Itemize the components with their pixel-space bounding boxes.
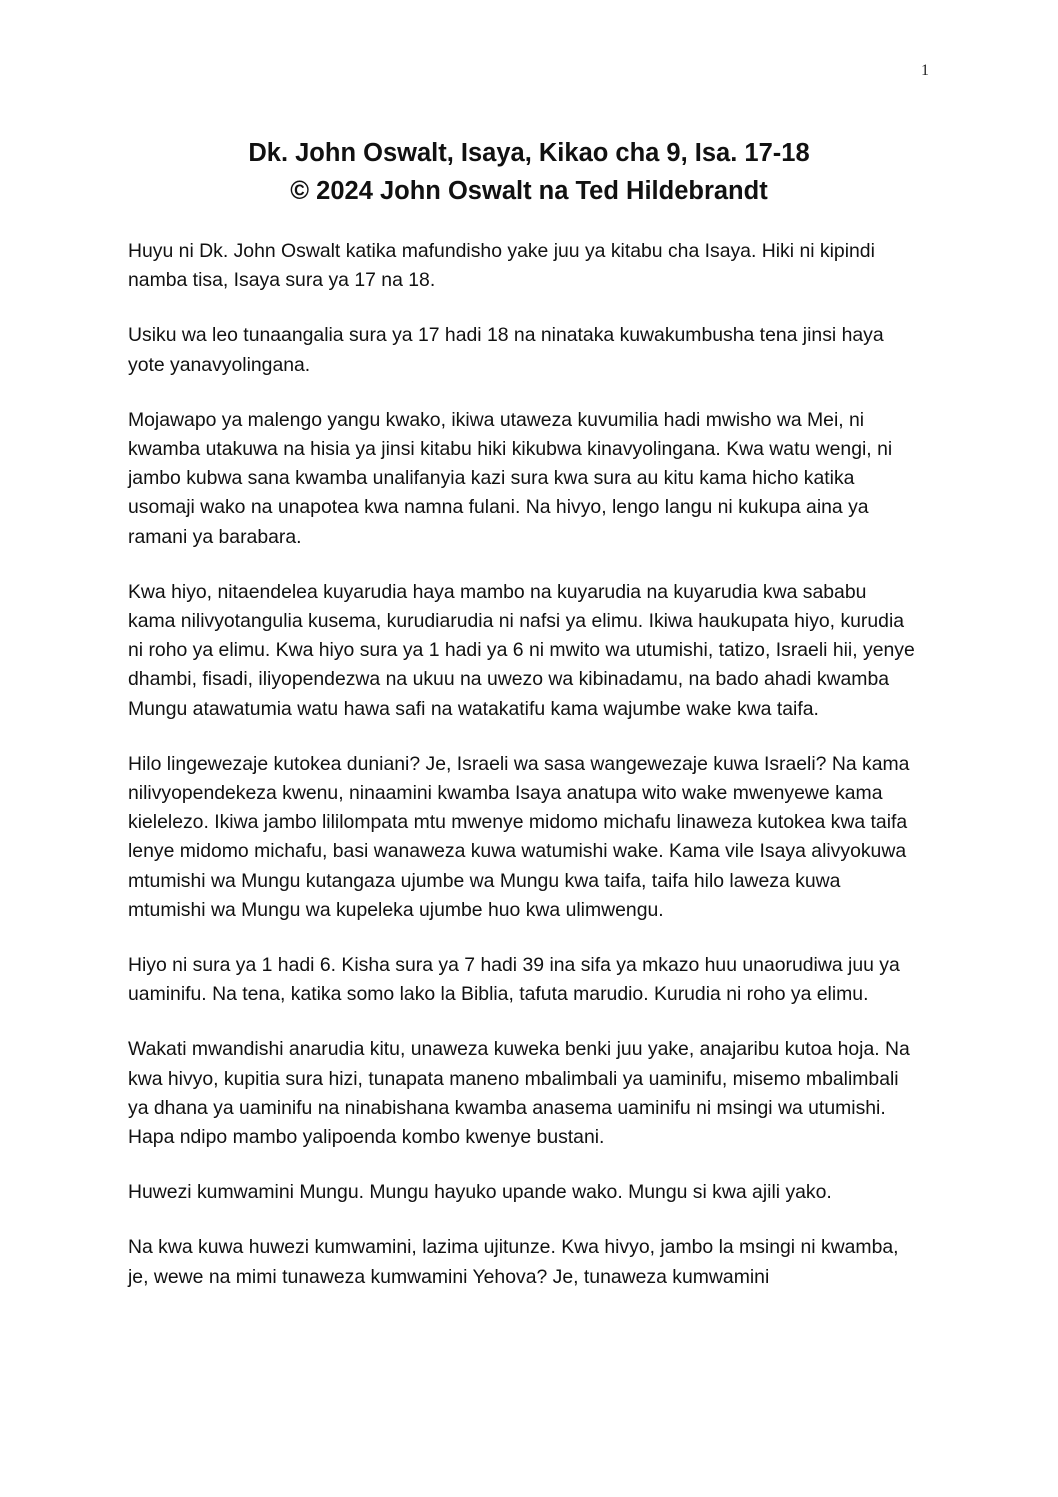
paragraph-2: Usiku wa leo tunaangalia sura ya 17 hadi 18 na ninataka kuwakumbusha tena jinsi haya yote yanavyolingana. <box>128 324 884 376</box>
paragraph-5: Hilo lingewezaje kutokea duniani? Je, Israeli wa sasa wangewezaje kuwa Israeli? Na kama nilivyopendekeza kwenu, ninaamini kwamba Isaya anatupa wito wake mwenyewe kama kielelezo. Ikiwa jambo lililompata mtu mwenye midomo michafu linaweza kutokea kwa taifa lenye midomo michafu, basi wanaweza kuwa watumishi wake. Kama vile Isaya alivyokuwa mtumishi wa Mungu kutangaza ujumbe wa Mungu kwa taifa, taifa hilo laweza kuwa mtumishi wa Mungu wa kupeleka ujumbe huo kwa ulimwengu. <box>128 752 910 921</box>
paragraph-7: Wakati mwandishi anarudia kitu, unaweza kuweka benki juu yake, anajaribu kutoa hoja. Na kwa hivyo, kupitia sura hizi, tunapata maneno mbalimbali ya uaminifu, misemo mbalimbali ya dhana ya uaminifu na ninabishana kwamba anasema uaminifu ni msingi wa utumishi. Hapa ndipo mambo yalipoenda kombo kwenye bustani. <box>128 1038 910 1149</box>
paragraph-1: Huyu ni Dk. John Oswalt katika mafundisho yake juu ya kitabu cha Isaya. Hiki ni kipindi namba tisa, Isaya sura ya 17 na 18. <box>128 240 875 292</box>
paragraph-3: Mojawapo ya malengo yangu kwako, ikiwa utaweza kuvumilia hadi mwisho wa Mei, ni kwamba utakuwa na hisia ya jinsi kitabu hiki kikubwa kinavyolingana. Kwa watu wengi, ni jambo kubwa sana kwamba unalifanyia kazi sura kwa sura au kitu kama hicho katika usomaji wako na unapotea kwa namna fulani. Na hivyo, lengo langu ni kukupa aina ya ramani ya barabara. <box>128 408 893 548</box>
title-line-2-copyright: © 2024 John Oswalt na Ted Hildebrandt <box>290 177 768 205</box>
title-line-1: Dk. John Oswalt, Isaya, Kikao cha 9, Isa. 17-18 <box>248 139 810 167</box>
page-number: 1 <box>921 62 929 79</box>
paragraph-6: Hiyo ni sura ya 1 hadi 6. Kisha sura ya 7 hadi 39 ina sifa ya mkazo huu unaorudiwa juu ya uaminifu. Na tena, katika somo lako la Biblia, tafuta marudio. Kurudia ni roho ya elimu. <box>128 954 900 1006</box>
paragraph-8: Huwezi kumwamini Mungu. Mungu hayuko upande wako. Mungu si kwa ajili yako. <box>128 1181 832 1204</box>
document-body <box>128 237 918 1292</box>
paragraph-9: Na kwa kuwa huwezi kumwamini, lazima ujitunze. Kwa hivyo, jambo la msingi ni kwamba, je, wewe na mimi tunaweza kumwamini Yehova? Je, tunaweza kumwamini <box>128 1236 899 1288</box>
document-title <box>0 134 1058 210</box>
paragraph-4: Kwa hiyo, nitaendelea kuyarudia haya mambo na kuyarudia na kuyarudia kwa sababu kama nilivyotangulia kusema, kurudiarudia ni nafsi ya elimu. Ikiwa haukupata hiyo, kurudia ni roho ya elimu. Kwa hiyo sura ya 1 hadi ya 6 ni mwito wa utumishi, tatizo, Israeli hii, yenye dhambi, fisadi, iliyopendezwa na ukuu na uwezo wa kibinadamu, na bado ahadi kwamba Mungu atawatumia watu hawa safi na watakatifu kama wajumbe wake kwa taifa. <box>128 580 915 720</box>
